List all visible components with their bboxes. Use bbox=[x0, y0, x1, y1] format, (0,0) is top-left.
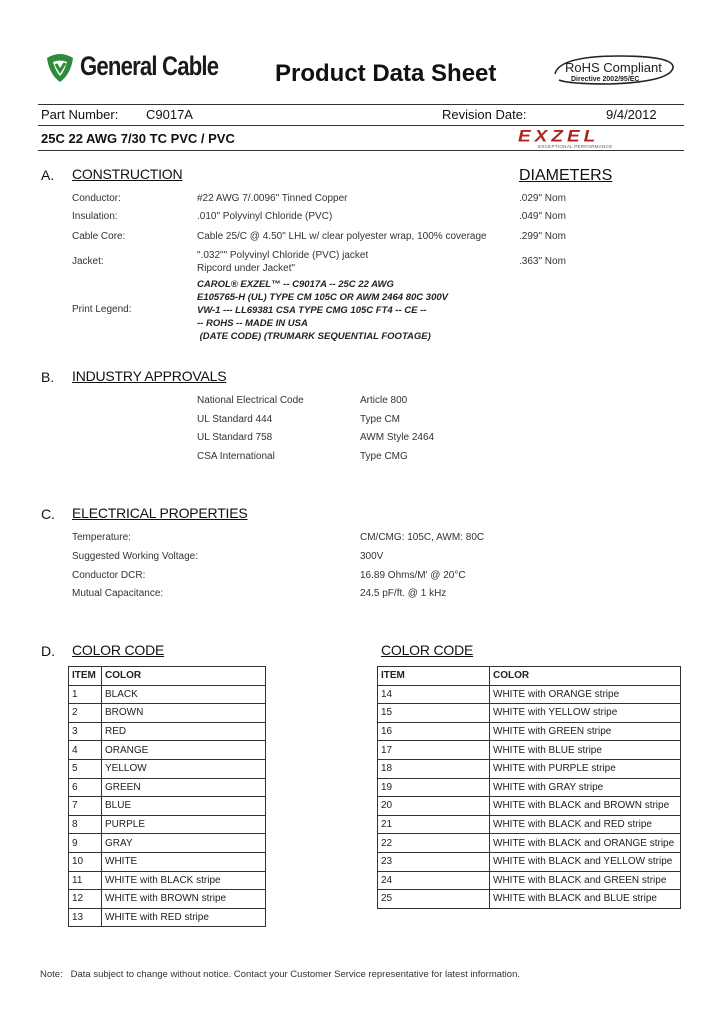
wire-color: WHITE with BLACK and BLUE stripe bbox=[490, 890, 681, 909]
section-a-letter: A. bbox=[41, 167, 55, 183]
cable-core-label: Cable Core: bbox=[72, 231, 126, 242]
item-number: 13 bbox=[69, 908, 102, 927]
jacket-value-line1: ".032"" Polyvinyl Chloride (PVC) jacket bbox=[197, 250, 369, 261]
column-header-item: ITEM bbox=[69, 667, 102, 686]
wire-color: PURPLE bbox=[102, 815, 266, 834]
cable-core-value: Cable 25/C @ 4.50" LHL w/ clear polyester wrap, 100% coverage bbox=[197, 231, 487, 242]
conductor-diameter: .029" Nom bbox=[519, 193, 566, 204]
table-row bbox=[378, 685, 681, 704]
column-header-color: COLOR bbox=[102, 667, 266, 686]
item-number: 21 bbox=[378, 815, 490, 834]
table-row bbox=[69, 908, 266, 927]
table-row bbox=[69, 890, 266, 909]
electrical-name: Mutual Capacitance: bbox=[72, 588, 164, 599]
legend-line: E105765-H (UL) TYPE CM 105C OR AWM 2464 80C 300V bbox=[197, 292, 448, 303]
wire-color: WHITE with BLACK and ORANGE stripe bbox=[490, 834, 681, 853]
section-d-letter: D. bbox=[41, 643, 55, 659]
table-row bbox=[69, 685, 266, 704]
revision-date-label: Revision Date: bbox=[442, 107, 527, 122]
approval-value: AWM Style 2464 bbox=[360, 432, 435, 443]
item-number: 9 bbox=[69, 834, 102, 853]
approval-value: Article 800 bbox=[360, 395, 408, 406]
rohs-directive: Directive 2002/95/EC bbox=[571, 76, 640, 83]
approval-value: Type CMG bbox=[360, 451, 408, 462]
insulation-diameter: .049" Nom bbox=[519, 211, 566, 222]
insulation-label: Insulation: bbox=[72, 211, 118, 222]
table-row bbox=[378, 815, 681, 834]
table-row bbox=[378, 759, 681, 778]
item-number: 23 bbox=[378, 852, 490, 871]
table-row bbox=[69, 871, 266, 890]
item-number: 6 bbox=[69, 778, 102, 797]
color-code-table-left bbox=[68, 666, 266, 927]
electrical-name: Conductor DCR: bbox=[72, 570, 146, 581]
item-number: 2 bbox=[69, 704, 102, 723]
approval-name: CSA International bbox=[197, 451, 275, 462]
jacket-label: Jacket: bbox=[72, 256, 104, 267]
table-row bbox=[378, 890, 681, 909]
wire-color: WHITE with GREEN stripe bbox=[490, 722, 681, 741]
legend-line: CAROL® EXZEL™ -- C9017A -- 25C 22 AWG bbox=[197, 279, 394, 290]
wire-color: WHITE with BLUE stripe bbox=[490, 741, 681, 760]
wire-color: GRAY bbox=[102, 834, 266, 853]
company-logo bbox=[44, 52, 224, 86]
color-code-title-right: COLOR CODE bbox=[381, 642, 474, 658]
section-c-letter: C. bbox=[41, 506, 55, 522]
approval-value: Type CM bbox=[360, 414, 401, 425]
table-row bbox=[378, 741, 681, 760]
item-number: 20 bbox=[378, 797, 490, 816]
wire-color: WHITE with BLACK and YELLOW stripe bbox=[490, 852, 681, 871]
wire-color: BROWN bbox=[102, 704, 266, 723]
print-legend bbox=[197, 278, 517, 343]
rohs-main: RoHS Compliant bbox=[565, 60, 662, 75]
table-row bbox=[69, 834, 266, 853]
conductor-label: Conductor: bbox=[72, 193, 121, 204]
item-number: 18 bbox=[378, 759, 490, 778]
wire-color: WHITE with BLACK and BROWN stripe bbox=[490, 797, 681, 816]
cable-core-diameter: .299" Nom bbox=[519, 231, 566, 242]
insulation-value: .010" Polyvinyl Chloride (PVC) bbox=[197, 211, 333, 222]
wire-color: RED bbox=[102, 722, 266, 741]
exzel-tagline: EXCEPTIONAL PERFORMANCE bbox=[538, 144, 613, 149]
item-number: 15 bbox=[378, 704, 490, 723]
item-number: 7 bbox=[69, 797, 102, 816]
column-header-item: ITEM bbox=[378, 667, 490, 686]
item-number: 22 bbox=[378, 834, 490, 853]
print-legend-label: Print Legend: bbox=[72, 304, 132, 315]
wire-color: WHITE with ORANGE stripe bbox=[490, 685, 681, 704]
table-row bbox=[378, 852, 681, 871]
item-number: 14 bbox=[378, 685, 490, 704]
item-number: 19 bbox=[378, 778, 490, 797]
item-number: 16 bbox=[378, 722, 490, 741]
wire-color: WHITE with BROWN stripe bbox=[102, 890, 266, 909]
table-row bbox=[69, 778, 266, 797]
table-row bbox=[69, 797, 266, 816]
table-row bbox=[378, 722, 681, 741]
item-number: 5 bbox=[69, 759, 102, 778]
item-number: 17 bbox=[378, 741, 490, 760]
table-row bbox=[378, 797, 681, 816]
approval-name: UL Standard 758 bbox=[197, 432, 273, 443]
exzel-wordmark: EXZEL bbox=[518, 127, 600, 146]
wire-color: GREEN bbox=[102, 778, 266, 797]
construction-title: CONSTRUCTION bbox=[72, 166, 183, 182]
wire-color: WHITE with PURPLE stripe bbox=[490, 759, 681, 778]
wire-color: BLUE bbox=[102, 797, 266, 816]
table-row bbox=[69, 704, 266, 723]
wire-color: WHITE with BLACK and RED stripe bbox=[490, 815, 681, 834]
page-title: Product Data Sheet bbox=[275, 60, 497, 87]
color-code-title-left: COLOR CODE bbox=[72, 642, 165, 658]
item-number: 8 bbox=[69, 815, 102, 834]
wire-color: YELLOW bbox=[102, 759, 266, 778]
wire-color: WHITE bbox=[102, 852, 266, 871]
footer-note: Note: Data subject to change without notice. Contact your Customer Service representative for latest information. bbox=[40, 969, 520, 980]
diameters-title: DIAMETERS bbox=[519, 167, 613, 184]
wire-color: WHITE with YELLOW stripe bbox=[490, 704, 681, 723]
table-row bbox=[69, 815, 266, 834]
table-row bbox=[378, 834, 681, 853]
brand-name: General Cable bbox=[80, 51, 219, 81]
table-row bbox=[69, 741, 266, 760]
wire-color: WHITE with RED stripe bbox=[102, 908, 266, 927]
electrical-name: Temperature: bbox=[72, 532, 131, 543]
rohs-badge bbox=[549, 52, 679, 92]
column-header-color: COLOR bbox=[490, 667, 681, 686]
approval-name: UL Standard 444 bbox=[197, 414, 273, 425]
item-number: 4 bbox=[69, 741, 102, 760]
item-number: 24 bbox=[378, 871, 490, 890]
table-row bbox=[378, 778, 681, 797]
wire-color: WHITE with BLACK and GREEN stripe bbox=[490, 871, 681, 890]
electrical-title: ELECTRICAL PROPERTIES bbox=[72, 505, 248, 521]
legend-line: -- ROHS -- MADE IN USA bbox=[197, 318, 308, 329]
revision-date: 9/4/2012 bbox=[606, 107, 657, 122]
part-number-label: Part Number: bbox=[41, 107, 119, 122]
legend-line: VW-1 --- LL69381 CSA TYPE CMG 105C FT4 -- CE -- bbox=[197, 305, 427, 316]
electrical-value: 300V bbox=[360, 551, 384, 562]
color-code-table-right bbox=[377, 666, 681, 909]
wire-color: ORANGE bbox=[102, 741, 266, 760]
conductor-value: #22 AWG 7/.0096" Tinned Copper bbox=[197, 193, 348, 204]
table-row bbox=[69, 759, 266, 778]
approvals-title: INDUSTRY APPROVALS bbox=[72, 368, 227, 384]
wire-color: BLACK bbox=[102, 685, 266, 704]
legend-line: (DATE CODE) (TRUMARK SEQUENTIAL FOOTAGE) bbox=[197, 331, 431, 342]
item-number: 1 bbox=[69, 685, 102, 704]
electrical-value: CM/CMG: 105C, AWM: 80C bbox=[360, 532, 485, 543]
wire-color: WHITE with GRAY stripe bbox=[490, 778, 681, 797]
jacket-value-line2: Ripcord under Jacket" bbox=[197, 263, 296, 274]
product-description: 25C 22 AWG 7/30 TC PVC / PVC bbox=[41, 131, 235, 146]
general-cable-shield-icon bbox=[44, 52, 76, 84]
electrical-value: 16.89 Ohms/M' @ 20°C bbox=[360, 570, 466, 581]
table-header-row bbox=[69, 667, 266, 686]
table-row bbox=[69, 722, 266, 741]
item-number: 12 bbox=[69, 890, 102, 909]
table-row bbox=[378, 704, 681, 723]
jacket-diameter: .363" Nom bbox=[519, 256, 566, 267]
table-row bbox=[69, 852, 266, 871]
item-number: 25 bbox=[378, 890, 490, 909]
item-number: 10 bbox=[69, 852, 102, 871]
electrical-name: Suggested Working Voltage: bbox=[72, 551, 199, 562]
approval-name: National Electrical Code bbox=[197, 395, 304, 406]
table-header-row bbox=[378, 667, 681, 686]
item-number: 11 bbox=[69, 871, 102, 890]
section-b-letter: B. bbox=[41, 369, 55, 385]
wire-color: WHITE with BLACK stripe bbox=[102, 871, 266, 890]
item-number: 3 bbox=[69, 722, 102, 741]
exzel-logo bbox=[516, 126, 640, 152]
table-row bbox=[378, 871, 681, 890]
electrical-value: 24.5 pF/ft. @ 1 kHz bbox=[360, 588, 447, 599]
rohs-text bbox=[565, 60, 662, 75]
part-number: C9017A bbox=[146, 107, 193, 122]
